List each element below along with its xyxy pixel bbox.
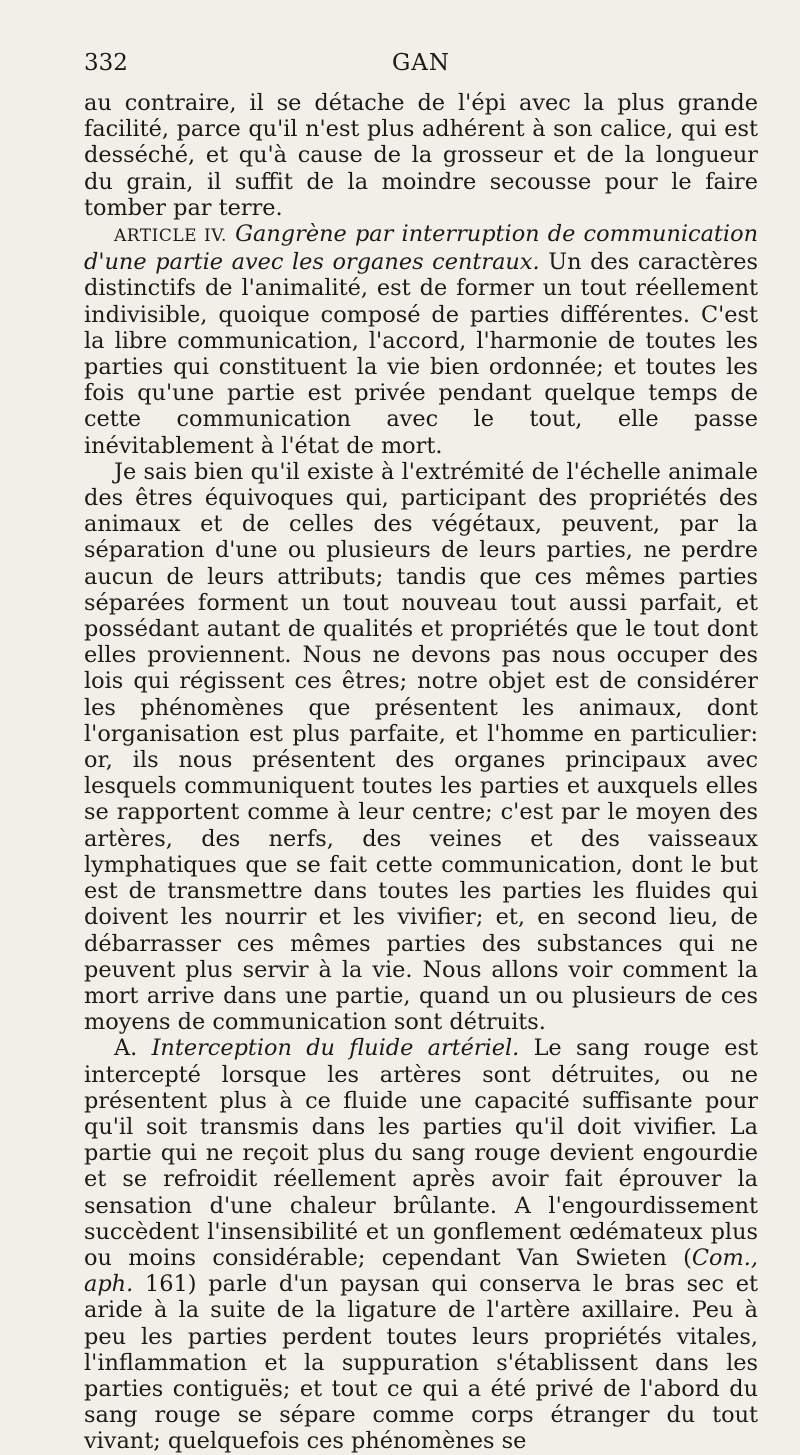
page-number: 332	[84, 50, 128, 76]
paragraph-section-a	[84, 1035, 758, 1454]
page-header	[84, 50, 758, 90]
running-title: GAN	[391, 50, 451, 76]
citation: Com., aph.	[84, 1244, 758, 1298]
paragraph-3: Je sais bien qu'il existe à l'extrémité de l'échelle animale des êtres équivoques qui, participant des propriétés des animaux et de celles des végétaux, peuvent, par la séparation d'une ou plusieurs de leurs parties, ne perdre aucun de leurs attributs; tandis que ces mêmes parties séparées forment un tout nouveau tout aussi parfait, et possédant autant de qualités et propriétés que le tout dont elles proviennent. Nous ne devons pas nous occuper des lois qui régissent ces êtres; notre objet est de considérer les phénomènes que présentent les animaux, dont l'organisation est plus parfaite, et l'homme en particulier: or, ils nous présentent des organes principaux avec lesquels communiquent toutes les parties et auxquels elles se rapportent comme à leur centre; c'est par le moyen des artères, des nerfs, des veines et des vaisseaux lymphatiques que se fait cette communication, dont le but est de transmettre dans toutes les parties les fluides qui doivent les nourrir et les vivifier; et, en second lieu, de débarrasser ces mêmes parties des substances qui ne peuvent plus servir à la vie. Nous allons voir comment la mort arrive dans une partie, quand un ou plusieurs de ces moyens de communication sont détruits.	[84, 458, 758, 1036]
paragraph-1: au contraire, il se détache de l'épi avec la plus grande facilité, parce qu'il n'est plus adhérent à son calice, qui est desséché, et qu'à cause de la grosseur et de la longueur du grain, il suffit de la moindre secousse pour le faire tomber par terre.	[84, 90, 758, 221]
article-text: Un des caractères distinctifs de l'animalité, est de former un tout réellement indivisible, quoique composé de parties différentes. C'est la libre communication, l'accord, l'harmonie de toutes les parties qui constituent la vie bien ordonnée; et toutes les fois qu'une partie est privée pendant quelque temps de cette communication avec le tout, elle passe inévitablement à l'état de mort.	[84, 249, 759, 459]
paragraph-article	[84, 221, 758, 459]
section-text-part-1: Le sang rouge est intercepté lorsque les artères sont détruites, ou ne présentent plus à ce fluide une capacité suffisante pour qu'il soit transmis dans les parties qu'il doit vivifier. La partie qui ne reçoit plus du sang rouge devient engourdie et se refroidit réellement après avoir fait éprouver la sensation d'une chaleur brûlante. A l'engourdissement succèdent l'insensibilité et un gonflement œdémateux plus ou moins considérable; cependant Van Swieten (	[84, 1035, 758, 1271]
article-heading: Gangrène par interruption de communication d'une partie avec les organes centraux.	[84, 221, 758, 276]
section-text-part-2: 161) parle d'un paysan qui conserva le bras sec et aride à la suite de la ligature de l'artère axillaire. Peu à peu les parties perdent toutes leurs propriétés vitales, l'inflammation et la suppuration s'établissent dans les parties contiguës; et tout ce qui a été privé de l'abord du sang rouge se sépare comme corps étranger du tout vivant; quelquefois ces phénomènes se	[84, 1271, 758, 1455]
body-text	[84, 90, 758, 1455]
section-label: A.	[114, 1035, 138, 1062]
article-label: ARTICLE IV.	[114, 226, 227, 247]
section-heading: Interception du fluide artériel.	[151, 1035, 520, 1062]
